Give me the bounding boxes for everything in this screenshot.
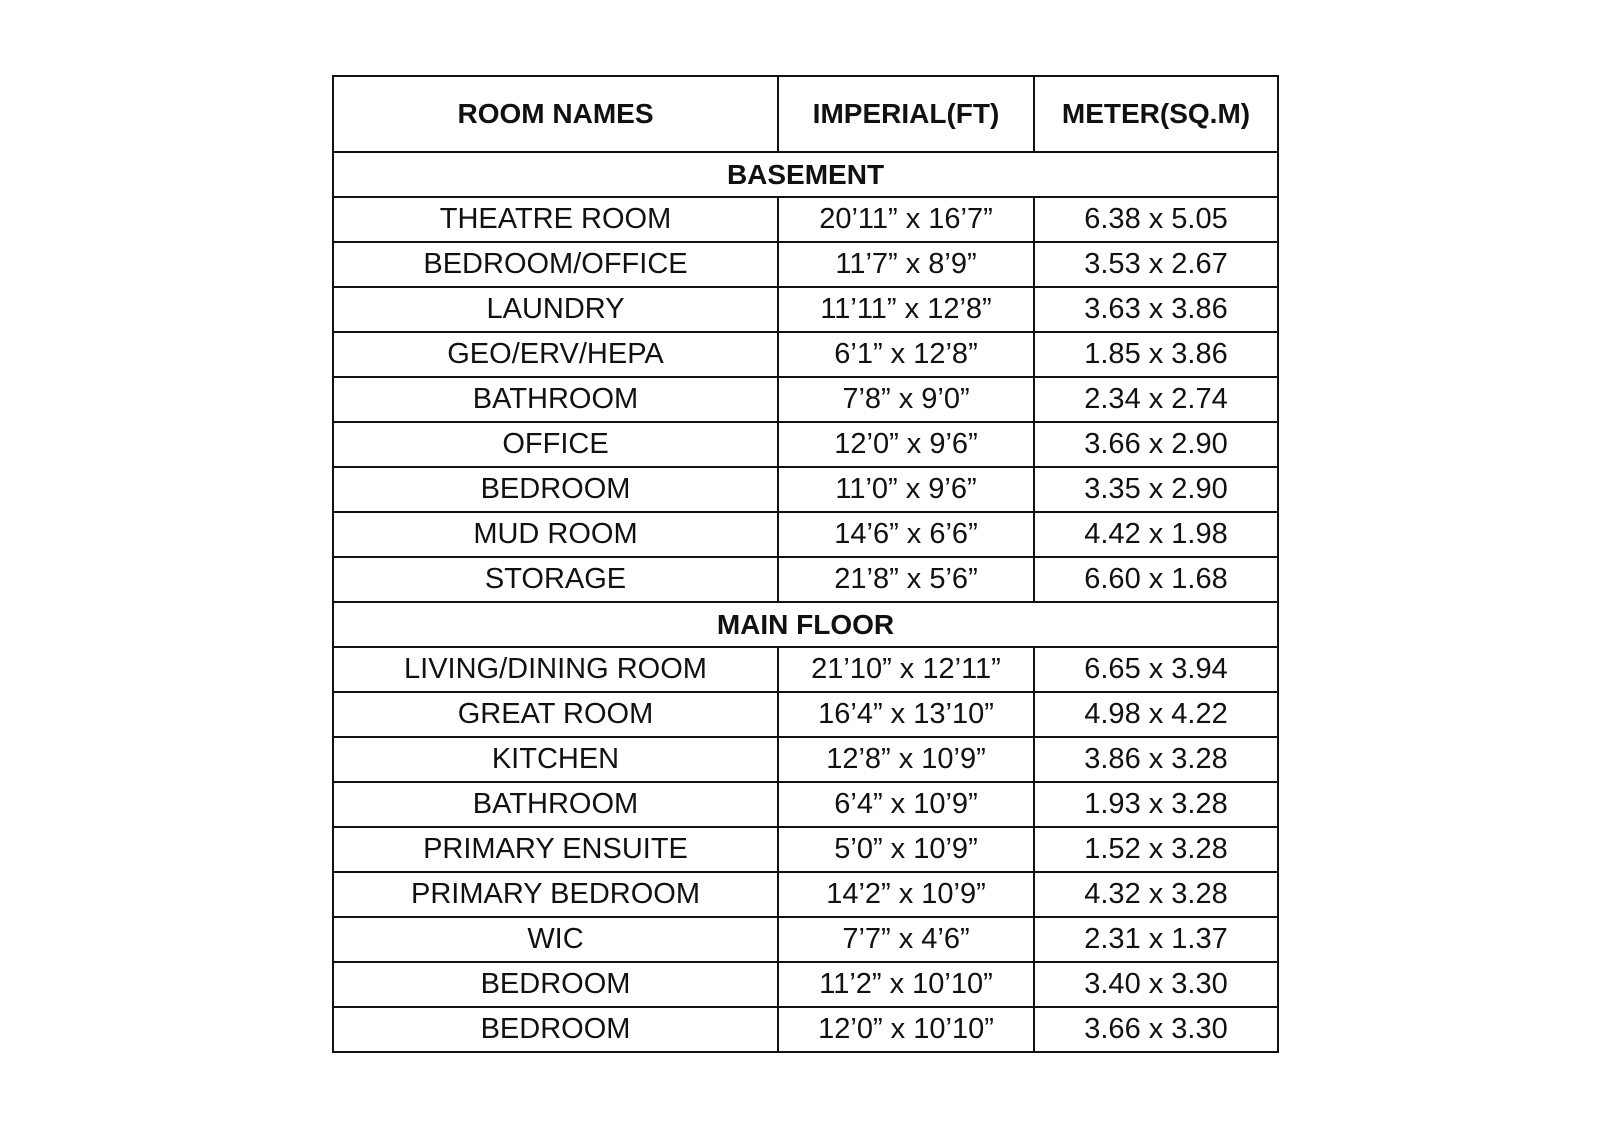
- imperial-cell: 12’0” x 10’10”: [778, 1007, 1034, 1052]
- table-row: [333, 872, 1278, 917]
- imperial-cell: 20’11” x 16’7”: [778, 197, 1034, 242]
- meter-cell: 6.60 x 1.68: [1034, 557, 1278, 602]
- room-name-cell: PRIMARY BEDROOM: [333, 872, 778, 917]
- header-room-names: ROOM NAMES: [333, 76, 778, 152]
- table-body: [333, 152, 1278, 1052]
- table-row: [333, 737, 1278, 782]
- room-name-cell: BEDROOM: [333, 1007, 778, 1052]
- room-name-cell: GEO/ERV/HEPA: [333, 332, 778, 377]
- table-row: [333, 422, 1278, 467]
- room-name-cell: OFFICE: [333, 422, 778, 467]
- meter-cell: 6.38 x 5.05: [1034, 197, 1278, 242]
- table-row: [333, 242, 1278, 287]
- meter-cell: 3.66 x 2.90: [1034, 422, 1278, 467]
- section-row: [333, 602, 1278, 647]
- room-name-cell: PRIMARY ENSUITE: [333, 827, 778, 872]
- table-row: [333, 557, 1278, 602]
- table-row: [333, 512, 1278, 557]
- imperial-cell: 14’6” x 6’6”: [778, 512, 1034, 557]
- imperial-cell: 11’11” x 12’8”: [778, 287, 1034, 332]
- imperial-cell: 7’7” x 4’6”: [778, 917, 1034, 962]
- room-name-cell: THEATRE ROOM: [333, 197, 778, 242]
- section-row: [333, 152, 1278, 197]
- meter-cell: 3.63 x 3.86: [1034, 287, 1278, 332]
- table-row: [333, 332, 1278, 377]
- meter-cell: 3.86 x 3.28: [1034, 737, 1278, 782]
- meter-cell: 1.52 x 3.28: [1034, 827, 1278, 872]
- table-row: [333, 692, 1278, 737]
- meter-cell: 2.34 x 2.74: [1034, 377, 1278, 422]
- table-row: [333, 197, 1278, 242]
- room-name-cell: LIVING/DINING ROOM: [333, 647, 778, 692]
- room-name-cell: BEDROOM: [333, 467, 778, 512]
- table-row: [333, 827, 1278, 872]
- room-name-cell: LAUNDRY: [333, 287, 778, 332]
- room-dimensions-table: [332, 75, 1279, 1053]
- room-name-cell: BATHROOM: [333, 782, 778, 827]
- imperial-cell: 11’2” x 10’10”: [778, 962, 1034, 1007]
- header-row: [333, 76, 1278, 152]
- imperial-cell: 6’1” x 12’8”: [778, 332, 1034, 377]
- imperial-cell: 11’7” x 8’9”: [778, 242, 1034, 287]
- meter-cell: 3.53 x 2.67: [1034, 242, 1278, 287]
- meter-cell: 3.66 x 3.30: [1034, 1007, 1278, 1052]
- table-row: [333, 467, 1278, 512]
- imperial-cell: 16’4” x 13’10”: [778, 692, 1034, 737]
- room-name-cell: MUD ROOM: [333, 512, 778, 557]
- section-title: MAIN FLOOR: [333, 602, 1278, 647]
- room-name-cell: STORAGE: [333, 557, 778, 602]
- table-row: [333, 1007, 1278, 1052]
- table-row: [333, 782, 1278, 827]
- meter-cell: 3.35 x 2.90: [1034, 467, 1278, 512]
- imperial-cell: 5’0” x 10’9”: [778, 827, 1034, 872]
- imperial-cell: 6’4” x 10’9”: [778, 782, 1034, 827]
- table-row: [333, 647, 1278, 692]
- meter-cell: 4.98 x 4.22: [1034, 692, 1278, 737]
- section-title: BASEMENT: [333, 152, 1278, 197]
- imperial-cell: 11’0” x 9’6”: [778, 467, 1034, 512]
- room-name-cell: BEDROOM/OFFICE: [333, 242, 778, 287]
- meter-cell: 1.93 x 3.28: [1034, 782, 1278, 827]
- room-name-cell: GREAT ROOM: [333, 692, 778, 737]
- room-name-cell: BATHROOM: [333, 377, 778, 422]
- meter-cell: 2.31 x 1.37: [1034, 917, 1278, 962]
- meter-cell: 4.42 x 1.98: [1034, 512, 1278, 557]
- meter-cell: 1.85 x 3.86: [1034, 332, 1278, 377]
- meter-cell: 4.32 x 3.28: [1034, 872, 1278, 917]
- imperial-cell: 21’8” x 5’6”: [778, 557, 1034, 602]
- room-name-cell: BEDROOM: [333, 962, 778, 1007]
- table-row: [333, 377, 1278, 422]
- meter-cell: 6.65 x 3.94: [1034, 647, 1278, 692]
- meter-cell: 3.40 x 3.30: [1034, 962, 1278, 1007]
- header-imperial: IMPERIAL(FT): [778, 76, 1034, 152]
- table-row: [333, 962, 1278, 1007]
- room-name-cell: KITCHEN: [333, 737, 778, 782]
- imperial-cell: 12’8” x 10’9”: [778, 737, 1034, 782]
- room-name-cell: WIC: [333, 917, 778, 962]
- imperial-cell: 12’0” x 9’6”: [778, 422, 1034, 467]
- header-meter: METER(SQ.M): [1034, 76, 1278, 152]
- table-row: [333, 917, 1278, 962]
- imperial-cell: 7’8” x 9’0”: [778, 377, 1034, 422]
- imperial-cell: 21’10” x 12’11”: [778, 647, 1034, 692]
- table-row: [333, 287, 1278, 332]
- imperial-cell: 14’2” x 10’9”: [778, 872, 1034, 917]
